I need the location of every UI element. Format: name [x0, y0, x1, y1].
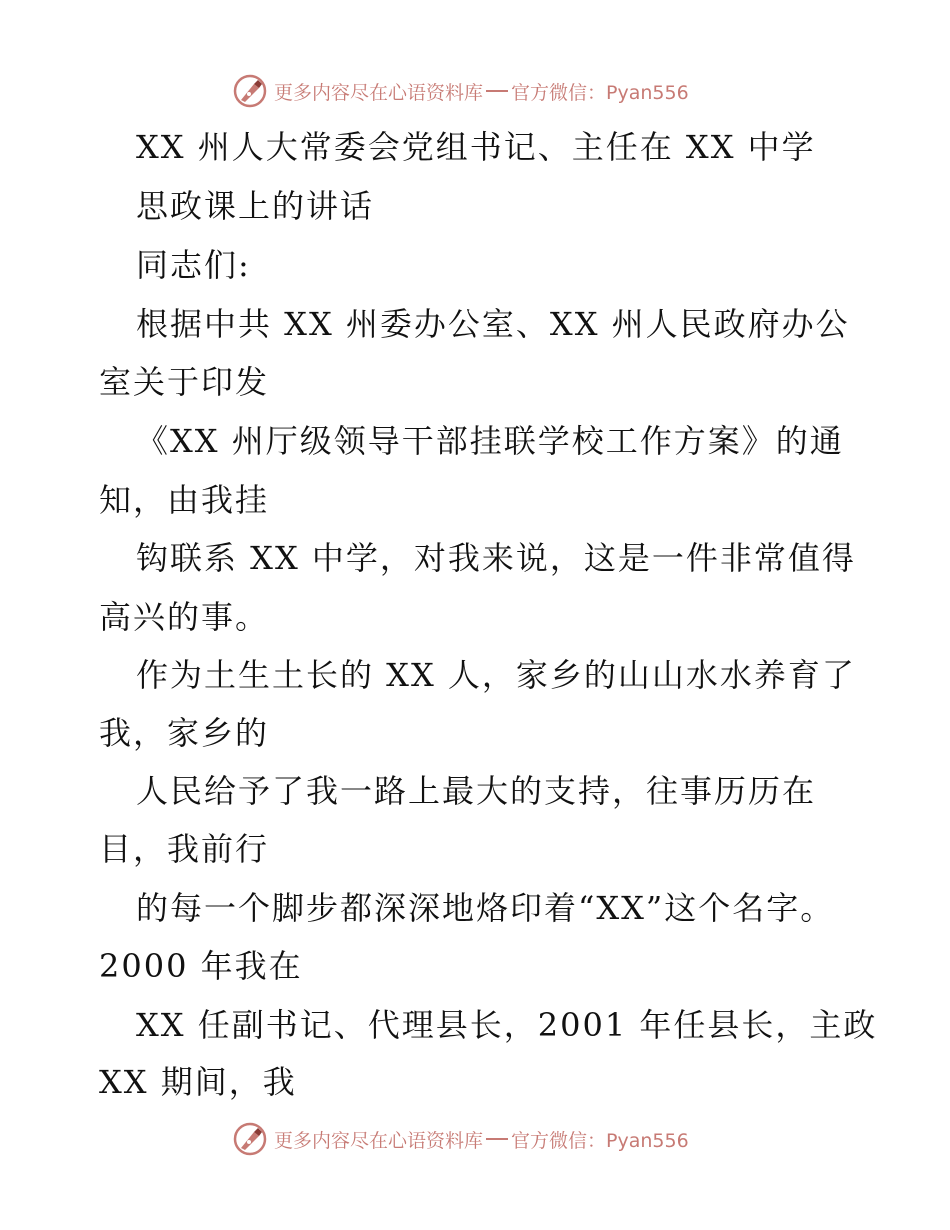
pen-nib-logo-icon [232, 73, 268, 109]
doc-text-line: 我，家乡的 [99, 714, 270, 752]
doc-text-line: XX 任副书记、代理县长，2001 年任县长，主政 [136, 1006, 878, 1044]
doc-salutation: 同志们: [136, 246, 251, 284]
doc-text-line: 作为土生土长的 XX 人，家乡的山山水水养育了 [136, 656, 856, 694]
header-banner [232, 71, 689, 111]
doc-text-line: 室关于印发 [99, 363, 270, 401]
doc-title-line-2: 思政课上的讲话 [136, 187, 375, 225]
banner-dash [486, 90, 508, 92]
banner-dash [486, 1138, 508, 1140]
doc-title-line-1: XX 州人大常委会党组书记、主任在 XX 中学 [136, 128, 816, 166]
banner-promo-text: 更多内容尽在心语资料库 [274, 81, 484, 104]
doc-text-line: XX 期间，我 [99, 1063, 297, 1101]
footer-banner [232, 1119, 689, 1159]
doc-text-line: 《XX 州厅级领导干部挂联学校工作方案》的通 [136, 422, 844, 460]
doc-text-line: 钩联系 XX 中学，对我来说，这是一件非常值得 [136, 539, 856, 577]
doc-text-line: 目，我前行 [99, 830, 270, 868]
doc-text-line: 高兴的事。 [99, 598, 270, 636]
banner-promo-text: 更多内容尽在心语资料库 [274, 1129, 484, 1152]
doc-text-line: 根据中共 XX 州委办公室、XX 州人民政府办公 [136, 305, 850, 343]
doc-text-line: 知，由我挂 [99, 481, 270, 519]
banner-wechat-text: 官方微信：Pyan556 [511, 1129, 689, 1152]
pen-nib-logo-icon [232, 1121, 268, 1157]
banner-wechat-text: 官方微信：Pyan556 [511, 81, 689, 104]
doc-text-line: 人民给予了我一路上最大的支持，往事历历在 [136, 772, 817, 810]
doc-text-line: 2000 年我在 [99, 947, 303, 985]
doc-text-line: 的每一个脚步都深深地烙印着“XX”这个名字。 [136, 889, 835, 927]
